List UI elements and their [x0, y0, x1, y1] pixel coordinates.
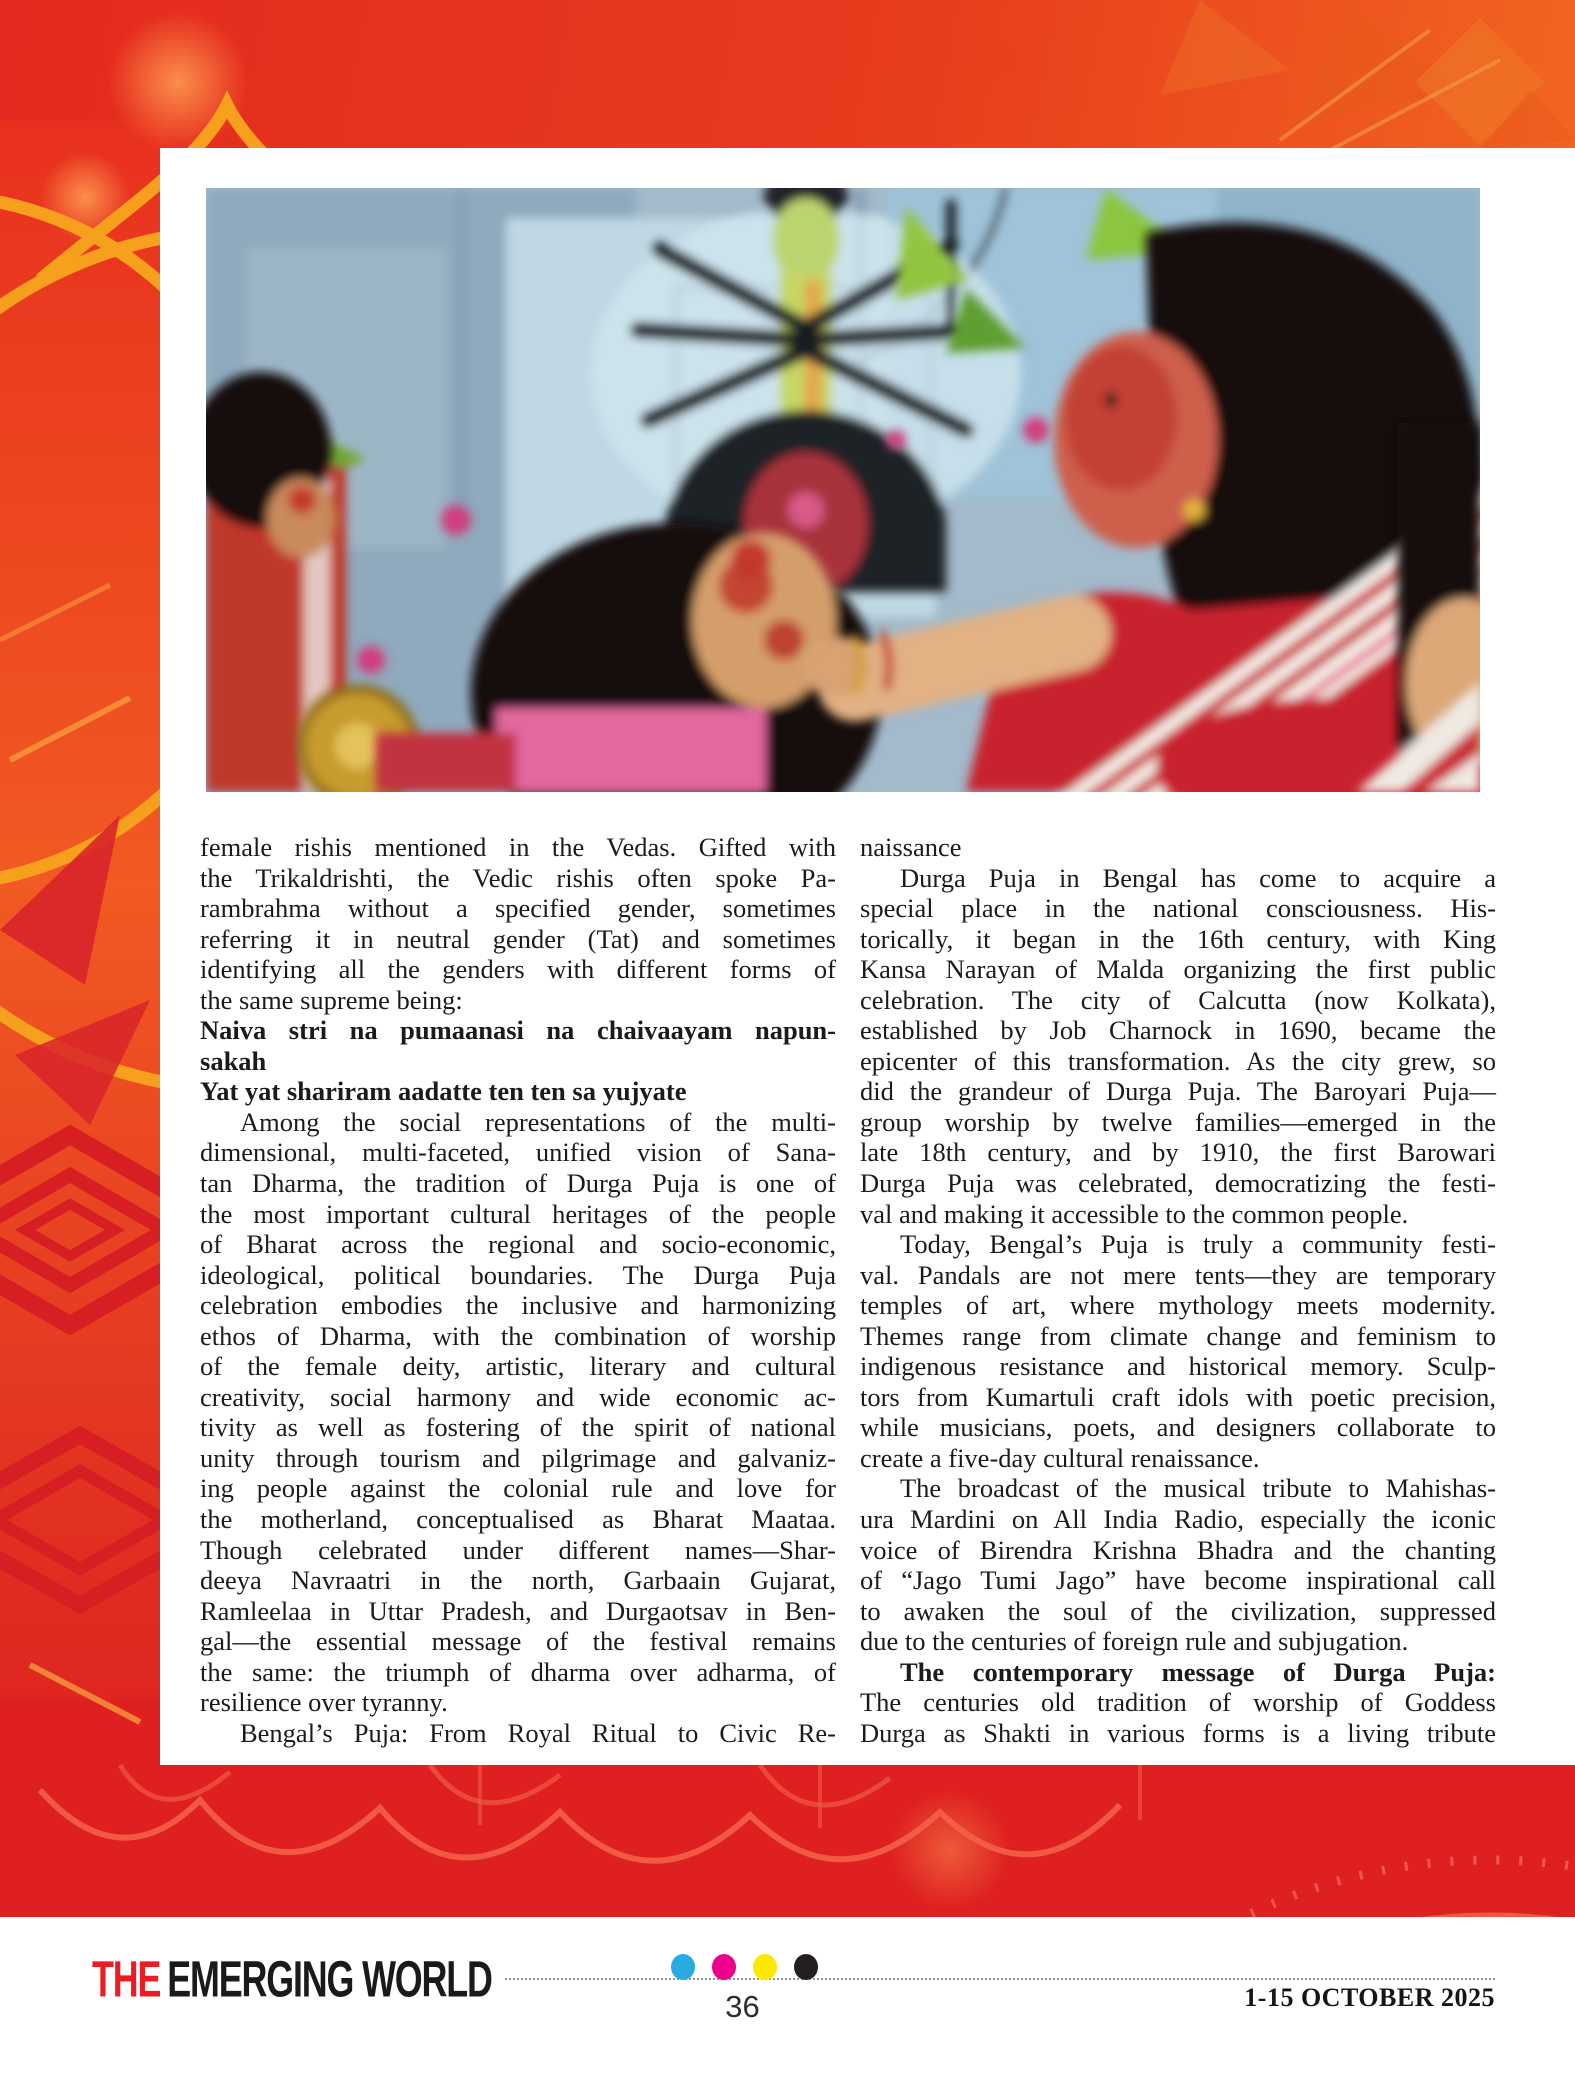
- text-line: ideological, political boundaries. The Durga Puja: [200, 1259, 836, 1290]
- text-line: indigenous resistance and historical memory. Sculp-: [860, 1351, 1496, 1382]
- glow-spot: [108, 12, 248, 152]
- text-line: temples of art, where mythology meets modernity.: [860, 1290, 1496, 1321]
- text-line: Bengal’s Puja: From Royal Ritual to Civic Re-: [240, 1717, 836, 1748]
- magazine-page: [160, 148, 1575, 1765]
- article-photo: [206, 188, 1480, 792]
- text-line: torically, it began in the 16th century, with King: [860, 923, 1496, 954]
- text-line: Though celebrated under different names—Shar-: [200, 1534, 836, 1565]
- registration-dot-0: [671, 1954, 695, 1980]
- text-line: Durga as Shakti in various forms is a living tribute: [860, 1717, 1496, 1748]
- text-line: to awaken the soul of the civilization, suppressed: [860, 1595, 1496, 1626]
- text-line: female rishis mentioned in the Vedas. Gifted with: [200, 832, 836, 862]
- text-line: dimensional, multi-faceted, unified vision of Sana-: [200, 1137, 836, 1168]
- text-line: celebration embodies the inclusive and harmonizing: [200, 1290, 836, 1321]
- text-line: the motherland, conceptualised as Bharat Maataa.: [200, 1504, 836, 1535]
- text-line: val. Pandals are not mere tents—they are temporary: [860, 1259, 1496, 1290]
- text-line: the Trikaldrishti, the Vedic rishis often spoke Pa-: [200, 862, 836, 893]
- text-line: Yat yat shariram aadatte ten ten sa yujyate: [200, 1076, 687, 1107]
- text-line: of Bharat across the regional and socio-economic,: [200, 1229, 836, 1260]
- text-line: Naiva stri na pumaanasi na chaivaayam napun-: [200, 1015, 836, 1046]
- text-line: of “Jago Tumi Jago” have become inspirational call: [860, 1565, 1496, 1596]
- text-line: val and making it accessible to the common people.: [860, 1198, 1409, 1229]
- cmyk-dots: [671, 1954, 818, 1980]
- text-line: Ramleelaa in Uttar Pradesh, and Durgaotsav in Ben-: [200, 1595, 836, 1626]
- text-line: referring it in neutral gender (Tat) and sometimes: [200, 923, 836, 954]
- text-line: Kansa Narayan of Malda organizing the first public: [860, 954, 1496, 985]
- text-line: ura Mardini on All India Radio, especially the iconic: [860, 1504, 1496, 1535]
- text-line: Durga Puja was celebrated, democratizing the festi-: [860, 1168, 1496, 1199]
- text-line: group worship by twelve families—emerged in the: [860, 1106, 1496, 1137]
- text-line: the same supreme being:: [200, 984, 463, 1015]
- text-line: of the female deity, artistic, literary and cultural: [200, 1351, 836, 1382]
- text-line: deeya Navraatri in the north, Garbaain Gujarat,: [200, 1565, 836, 1596]
- text-line: unity through tourism and pilgrimage and galvaniz-: [200, 1442, 836, 1473]
- text-line: Among the social representations of the multi-: [240, 1106, 836, 1137]
- text-line: the same: the triumph of dharma over adharma, of: [200, 1656, 836, 1687]
- text-line: gal—the essential message of the festival remains: [200, 1626, 836, 1657]
- text-line: celebration. The city of Calcutta (now Kolkata),: [860, 984, 1496, 1015]
- text-line: ing people against the colonial rule and love for: [200, 1473, 836, 1504]
- text-line: The centuries old tradition of worship of Goddess: [860, 1687, 1496, 1718]
- text-line: tivity as well as fostering of the spirit of national: [200, 1412, 836, 1443]
- text-line: sakah: [200, 1045, 267, 1076]
- registration-dot-3: [794, 1954, 818, 1980]
- text-line: while musicians, poets, and designers collaborate to: [860, 1412, 1496, 1443]
- text-line: late 18th century, and by 1910, the first Barowari: [860, 1137, 1496, 1168]
- registration-dot-2: [753, 1954, 777, 1980]
- article-column-left: [200, 832, 836, 1748]
- text-line: the most important cultural heritages of the people: [200, 1198, 836, 1229]
- text-line: voice of Birendra Krishna Bhadra and the chanting: [860, 1534, 1496, 1565]
- publication-logo: [92, 1949, 492, 2008]
- text-line: identifying all the genders with different forms of: [200, 954, 836, 985]
- text-line: rambrahma without a specified gender, sometimes: [200, 893, 836, 924]
- logo-the: THE: [92, 1950, 161, 2008]
- text-line: did the grandeur of Durga Puja. The Baroyari Puja—: [860, 1076, 1496, 1107]
- page-number: 36: [725, 1989, 760, 2024]
- text-line: resilience over tyranny.: [200, 1687, 448, 1718]
- text-line: Themes range from climate change and feminism to: [860, 1320, 1496, 1351]
- text-line: The contemporary message of Durga Puja:: [900, 1656, 1496, 1687]
- footer: [0, 1917, 1575, 2087]
- logo-emerging-world: EMERGING WORLD: [167, 1950, 492, 2008]
- text-line: create a five-day cultural renaissance.: [860, 1442, 1260, 1473]
- text-line: epicenter of this transformation. As the city grew, so: [860, 1045, 1496, 1076]
- text-line: tan Dharma, the tradition of Durga Puja is one of: [200, 1168, 836, 1199]
- text-line: Durga Puja in Bengal has come to acquire a: [900, 862, 1496, 893]
- text-line: established by Job Charnock in 1690, became the: [860, 1015, 1496, 1046]
- text-line: tors from Kumartuli craft idols with poetic precision,: [860, 1381, 1496, 1412]
- registration-dot-1: [712, 1954, 736, 1980]
- text-line: The broadcast of the musical tribute to Mahishas-: [900, 1473, 1496, 1504]
- issue-date: 1-15 OCTOBER 2025: [1244, 1983, 1495, 2012]
- footer-dotted-rule: [505, 1978, 1495, 1980]
- text-line: special place in the national consciousness. His-: [860, 893, 1496, 924]
- text-line: naissance: [860, 832, 962, 862]
- text-line: ethos of Dharma, with the combination of worship: [200, 1320, 836, 1351]
- text-line: due to the centuries of foreign rule and subjugation.: [860, 1626, 1409, 1657]
- text-line: creativity, social harmony and wide economic ac-: [200, 1381, 836, 1412]
- article-column-right: [860, 832, 1496, 1748]
- text-line: Today, Bengal’s Puja is truly a community festi-: [900, 1229, 1496, 1260]
